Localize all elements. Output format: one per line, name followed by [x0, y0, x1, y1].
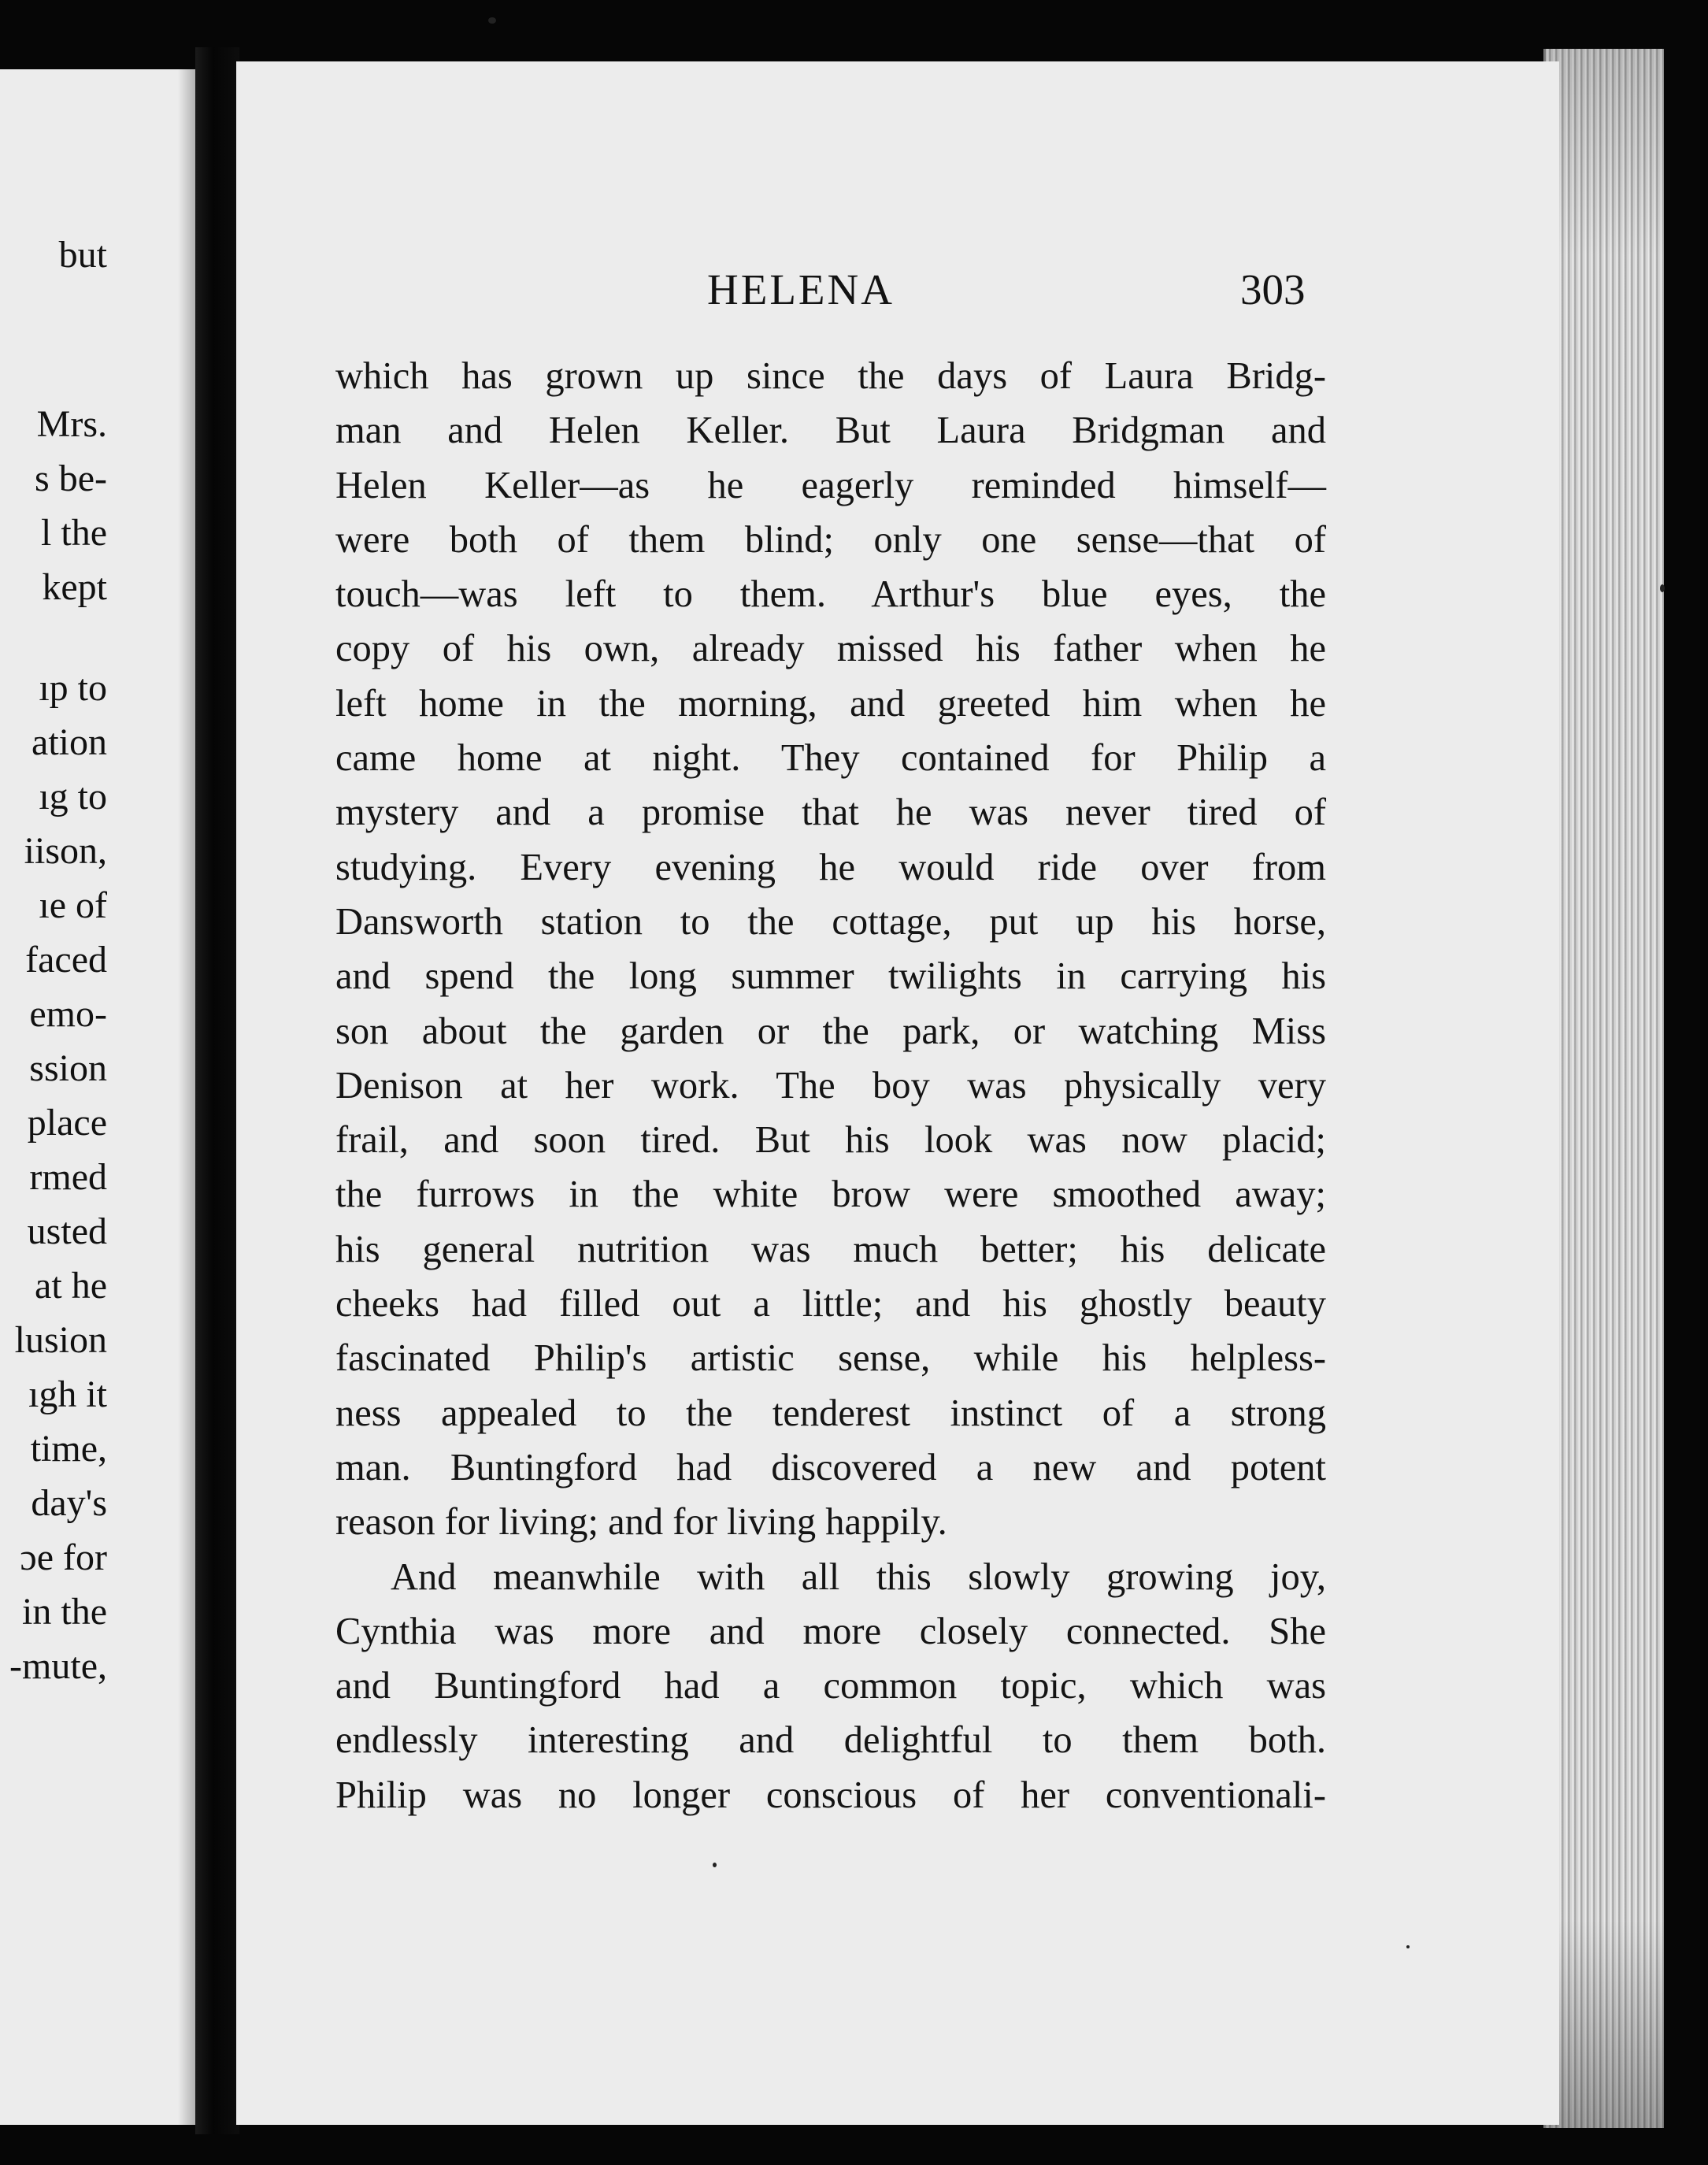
- gutter-shadow: [178, 69, 195, 2125]
- text-line: man and Helen Keller. But Laura Bridgman and: [335, 410, 1326, 452]
- text-line: his general nutrition was much better; his delicate: [335, 1228, 1326, 1270]
- dust-speck: [1406, 1945, 1410, 1948]
- left-page-line: usted: [27, 1210, 107, 1252]
- text-line: left home in the morning, and greeted him when he: [335, 682, 1326, 725]
- dust-speck: [1660, 584, 1665, 592]
- text-line: Dansworth station to the cottage, put up his horse,: [335, 900, 1326, 943]
- text-line: Denison at her work. The boy was physically very: [335, 1064, 1326, 1107]
- page-number: 303: [1240, 265, 1306, 313]
- left-page-line: place: [27, 1102, 107, 1144]
- left-page-line: -mute,: [9, 1645, 107, 1687]
- text-line: touch—was left to them. Arthur's blue eyes, the: [335, 573, 1326, 616]
- page-header: [236, 265, 1559, 320]
- text-line: endlessly interesting and delightful to them both.: [335, 1719, 1326, 1762]
- text-line: ness appealed to the tenderest instinct of a strong: [335, 1392, 1326, 1434]
- text-line: man. Buntingford had discovered a new and potent: [335, 1446, 1326, 1488]
- left-page-line: ation: [31, 721, 107, 763]
- paragraph: [335, 349, 1326, 1550]
- text-line: Helen Keller—as he eagerly reminded himself—: [335, 464, 1326, 506]
- text-line: frail, and soon tired. But his look was now placid;: [335, 1119, 1326, 1162]
- left-page-line: Mrs.: [36, 403, 107, 445]
- book-spine: [195, 47, 239, 2134]
- left-page-line: faced: [25, 939, 107, 981]
- left-page-line: emo-: [29, 993, 107, 1035]
- paragraph: [335, 1550, 1326, 1822]
- text-line: which has grown up since the days of Laura Bridg-: [335, 355, 1326, 397]
- text-line: reason for living; and for living happily.: [335, 1501, 947, 1544]
- left-page-line: ıe of: [39, 884, 107, 926]
- dust-speck: [713, 1863, 717, 1867]
- left-page-line: ssion: [29, 1047, 107, 1089]
- left-page-line: but: [58, 234, 107, 276]
- left-page-line: day's: [31, 1482, 107, 1524]
- text-line: studying. Every evening he would ride over from: [335, 846, 1326, 888]
- left-page-line: lusion: [14, 1319, 107, 1361]
- text-line: the furrows in the white brow were smoothed away;: [335, 1173, 1326, 1216]
- left-page-line: l the: [41, 512, 107, 554]
- left-page-line: ıg to: [39, 776, 107, 817]
- right-page: [236, 61, 1559, 2125]
- text-line: and spend the long summer twilights in carrying his: [335, 955, 1326, 998]
- left-page-line: rmed: [29, 1156, 107, 1198]
- text-line: son about the garden or the park, or watching Miss: [335, 1010, 1326, 1052]
- text-line: copy of his own, already missed his father when he: [335, 628, 1326, 670]
- text-line: fascinated Philip's artistic sense, while his helpless-: [335, 1337, 1326, 1380]
- left-page-line: at he: [35, 1265, 107, 1307]
- body-text: [335, 349, 1326, 1822]
- left-page-fragment: [0, 69, 195, 2125]
- text-line: Cynthia was more and more closely connected. She: [335, 1610, 1326, 1652]
- text-line: mystery and a promise that he was never tired of: [335, 791, 1326, 834]
- text-line: came home at night. They contained for Philip a: [335, 737, 1326, 780]
- left-page-line: iison,: [24, 830, 107, 872]
- text-line: Philip was no longer conscious of her conventionali-: [335, 1774, 1326, 1816]
- left-page-line: time,: [30, 1428, 107, 1470]
- left-page-line: in the: [22, 1591, 107, 1633]
- left-page-line: s be-: [35, 458, 107, 499]
- running-title: HELENA: [707, 265, 895, 313]
- text-line: cheeks had filled out a little; and his ghostly beauty: [335, 1283, 1326, 1325]
- text-line: and Buntingford had a common topic, which was: [335, 1665, 1326, 1707]
- text-line: were both of them blind; only one sense—that of: [335, 518, 1326, 561]
- left-page-line: ɔe for: [20, 1537, 107, 1578]
- text-line: And meanwhile with all this slowly growing joy,: [391, 1555, 1326, 1598]
- left-page-line: ıgh it: [28, 1374, 107, 1415]
- left-page-line: kept: [42, 566, 107, 608]
- page-edges: [1543, 49, 1664, 2128]
- left-page-line: ıp to: [39, 667, 107, 709]
- dust-speck: [488, 17, 496, 24]
